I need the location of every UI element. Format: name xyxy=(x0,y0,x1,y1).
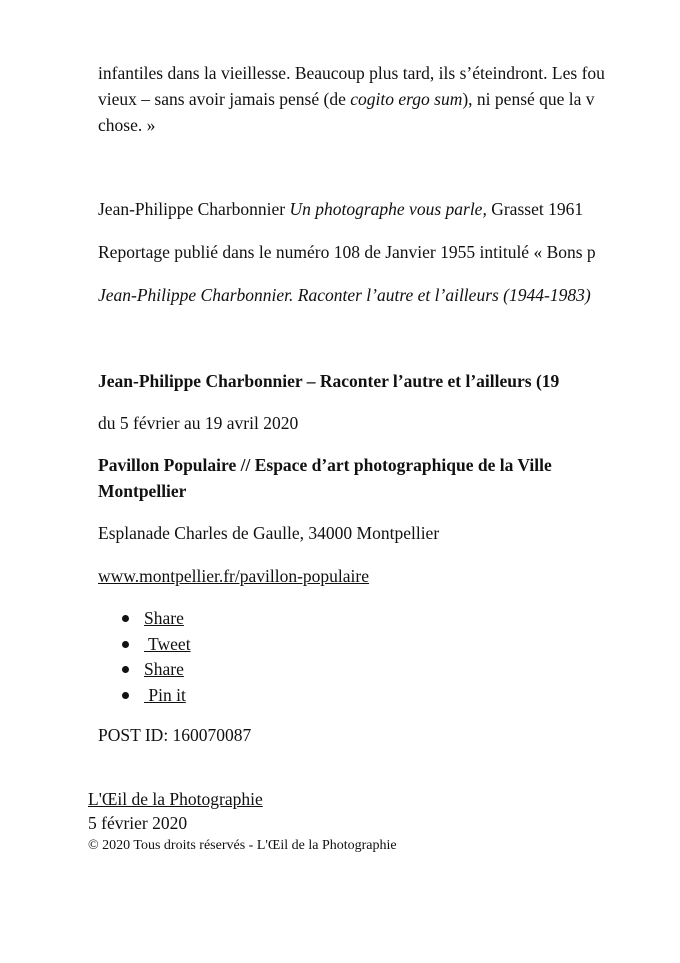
venue-line-1: Pavillon Populaire // Espace d’art photographique de la Ville xyxy=(98,455,552,475)
exhibition-address: Esplanade Charles de Gaulle, 34000 Montpellier xyxy=(98,523,440,543)
exhibition-venue xyxy=(98,452,680,504)
share-list xyxy=(98,606,680,708)
share-linkedin-link[interactable]: Share xyxy=(144,659,184,679)
credit-book xyxy=(98,196,680,222)
share-item-pinterest xyxy=(98,683,680,709)
share-pin-link[interactable]: Pin it xyxy=(144,684,186,705)
venue-line-2: Montpellier xyxy=(98,481,187,501)
share-item-facebook xyxy=(98,606,680,632)
footer-site xyxy=(88,787,397,811)
share-item-linkedin xyxy=(98,657,680,683)
bullet-icon xyxy=(122,615,129,622)
quote-paragraph xyxy=(98,60,680,138)
quote-latin-phrase: cogito ergo sum xyxy=(350,89,463,109)
footer-site-link[interactable]: L'Œil de la Photographie xyxy=(88,789,263,809)
quote-line-2-start: vieux – sans avoir jamais pensé (de xyxy=(98,89,351,109)
footer-copyright: © 2020 Tous droits réservés - L'Œil de la Photographie xyxy=(88,838,397,853)
share-tweet-link[interactable]: Tweet xyxy=(144,633,191,654)
exhibition-title: Jean-Philippe Charbonnier – Raconter l’autre et l’ailleurs (19 xyxy=(98,371,560,391)
credit-exhibition-catalogue xyxy=(98,282,680,308)
quote-line-2-end: ), ni pensé que la v xyxy=(462,89,595,109)
bullet-icon xyxy=(122,692,129,699)
share-item-twitter xyxy=(98,632,680,658)
quote-line-2 xyxy=(98,86,680,112)
credit-exhibition-catalogue-text: Jean-Philippe Charbonnier. Raconter l’autre et l’ailleurs (1944-1983) xyxy=(98,285,591,305)
quote-line-3: chose. » xyxy=(98,115,156,135)
share-facebook-link[interactable]: Share xyxy=(144,608,184,628)
post-id: POST ID: 160070087 xyxy=(98,725,252,745)
bullet-icon xyxy=(122,641,129,648)
credit-reportage: Reportage publié dans le numéro 108 de Janvier 1955 intitulé « Bons p xyxy=(98,242,596,262)
quote-line-1: infantiles dans la vieillesse. Beaucoup plus tard, ils s’éteindront. Les fou xyxy=(98,63,605,83)
page-footer xyxy=(88,787,397,857)
credit-book-title: Un photographe vous parle, xyxy=(289,199,487,219)
credit-book-publisher: Grasset 1961 xyxy=(486,199,584,219)
exhibition-website xyxy=(98,563,680,589)
article-content xyxy=(98,60,680,748)
footer-date: 5 février 2020 xyxy=(88,813,188,833)
bullet-icon xyxy=(122,666,129,673)
credit-book-author: Jean-Philippe Charbonnier xyxy=(98,199,290,219)
website-link[interactable]: www.montpellier.fr/pavillon-populaire xyxy=(98,566,370,586)
exhibition-dates: du 5 février au 19 avril 2020 xyxy=(98,413,299,433)
